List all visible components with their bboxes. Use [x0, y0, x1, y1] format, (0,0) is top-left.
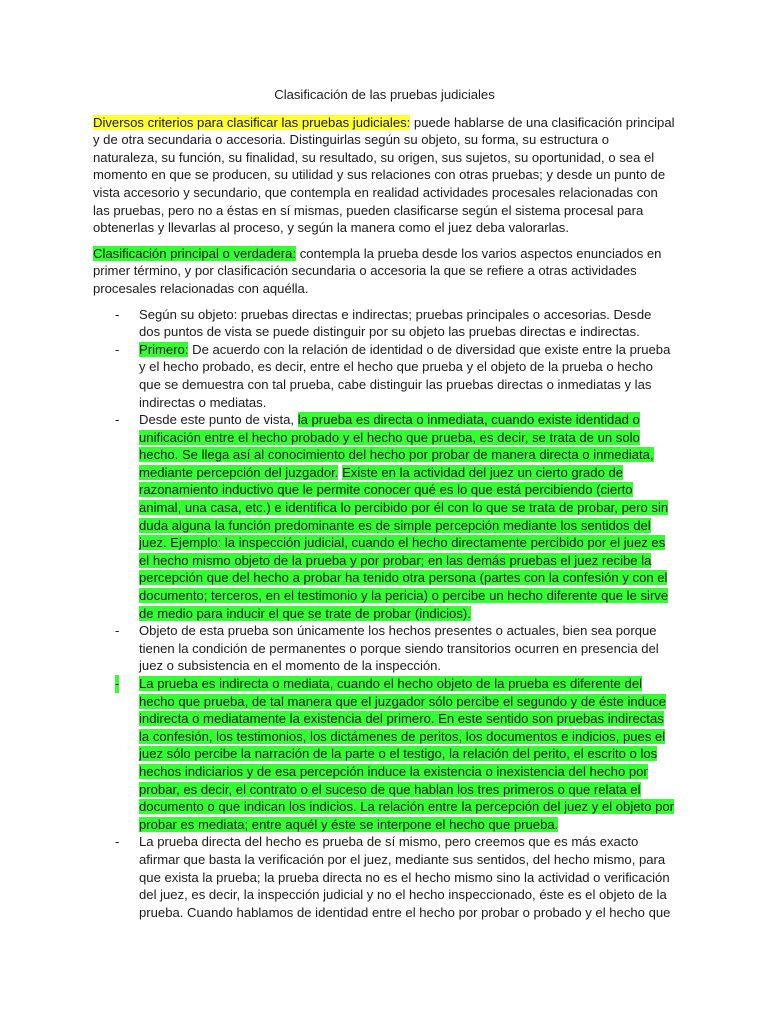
- list-dash: -: [115, 623, 120, 639]
- list-item-text: Según su objeto: pruebas directas e indirectas; pruebas principales o accesorias. Desde dos puntos de vista se puede distinguir por su objeto las pruebas directas e indirectas.: [139, 306, 652, 340]
- list-dash: -: [115, 676, 120, 691]
- primero-highlight: Primero:: [139, 341, 189, 357]
- principal-classification-paragraph: [93, 245, 676, 298]
- intro-paragraph-text: puede hablarse de una clasificación principal y de otra secundaria o accesoria. Distinguirlas según su objeto, su forma, su estructura o naturaleza, su función, su finalidad, su resultado, su origen, sus sujetos, su oportunidad, o sea el momento en que se producen, su utilidad y sus relaciones con otras pruebas; y desde un punto de vista accesorio y secundario, que contempla en realidad actividades procesales relacionadas con las pruebas, pero no a éstas en sí mismas, pueden clasificarse según el sistema procesal para obtenerlas y llevarlas al proceso, y según la manera como el juez deba valorarlas.: [93, 114, 675, 236]
- principal-classification-highlight: Clasificación principal o verdadera:: [93, 245, 297, 261]
- list-dash: -: [115, 306, 120, 322]
- direct-proof-highlight: la prueba es directa o inmediata, cuando existe identidad o unificación entre el hecho probado y el hecho que prueba, es decir, se trata de un solo hecho. Se llega así al conocimiento del hecho por probar de manera directa o inmediata, mediante percepción del juzgador.: [139, 412, 654, 480]
- list-item: [93, 622, 676, 675]
- list-item-text: La prueba directa del hecho es prueba de sí mismo, pero creemos que es más exacto afirmar que basta la verificación por el juez, mediante sus sentidos, del hecho mismo, para que exista la prueba; la prueba directa no es el hecho mismo sino la actividad o verificación del juez, es decir, la inspección judicial y no el hecho inspeccionado, éste es el objeto de la prueba. Cuando hablamos de identidad entre el hecho por probar o probado y el hecho que: [139, 834, 671, 920]
- list-dash: -: [115, 412, 120, 428]
- document-title: Clasificación de las pruebas judiciales: [274, 87, 495, 102]
- list-item: [93, 833, 676, 921]
- classification-list: [93, 306, 676, 922]
- list-item: [93, 341, 676, 411]
- intro-paragraph: [93, 114, 676, 237]
- list-item: [93, 306, 676, 341]
- indirect-proof-highlight: La prueba es indirecta o mediata, cuando el hecho objeto de la prueba es diferente del hecho que prueba, de tal manera que el juzgador sólo percibe el segundo y de éste induce indirecta o mediatamente la existencia del primero. En este sentido son pruebas indirectas la confesión, los testimonios, los dictámenes de peritos, los documentos e indicios, pues el juez sólo percibe la narración de la parte o el testigo, la relación del perito, el escrito o los hechos indiciarios y de esa percepción induce la existencia o inexistencia del hecho por probar, es decir, el contrato o el suceso de que hablan los tres primeros o que relata el documento o que indican los indicios. La relación entre la percepción del juez y el objeto por probar es mediata; entre aquél y éste se interpone el hecho que prueba.: [139, 676, 674, 832]
- criteria-heading-highlight: Diversos criterios para clasificar las pruebas judiciales:: [93, 114, 411, 130]
- list-item: [93, 411, 676, 622]
- list-dash: -: [115, 341, 120, 357]
- list-item-text: Objeto de esta prueba son únicamente los hechos presentes o actuales, bien sea porque tienen la condición de permanentes o porque siendo transitorios ocurren en presencia del juez o subsistencia en el momento de la inspección.: [139, 623, 659, 674]
- list-item-text: Desde este punto de vista,: [139, 412, 298, 428]
- list-dash: -: [115, 834, 120, 850]
- list-item-text: De acuerdo con la relación de identidad o de diversidad que existe entre la prueba y el hecho probado, es decir, entre el hecho que prueba y el objeto de la prueba o hecho que se demuestra con tal prueba, cabe distinguir las pruebas directas o inmediatas y las indirectas o mediatas.: [139, 341, 671, 410]
- inductive-reasoning-highlight: Existe en la actividad del juez un cierto grado de razonamiento inductivo que le permite conocer qué es lo que está percibiendo (cierto animal, una casa, etc.) e identifica lo percibido por él con lo que se trata de probar, pero sin duda alguna la función predominante es de simple percepción mediante los sentidos del juez. Ejemplo: la inspección judicial, cuando el hecho directamente percibido por el juez es el hecho mismo objeto de la prueba y por probar; en las demás pruebas el juez recibe la percepción que del hecho a probar ha tenido otra persona (partes con la confesión y con el documento; terceros, en el testimonio y la pericia) o percibe un hecho diferente que le sirve de medio para inducir el que se trate de probar (indicios).: [139, 464, 669, 621]
- list-item: [93, 675, 676, 833]
- principal-classification-text: contempla la prueba desde los varios aspectos enunciados en primer término, y por clasificación secundaria o accesoria la que se refiere a otras actividades procesales relacionadas con aquélla.: [93, 245, 662, 296]
